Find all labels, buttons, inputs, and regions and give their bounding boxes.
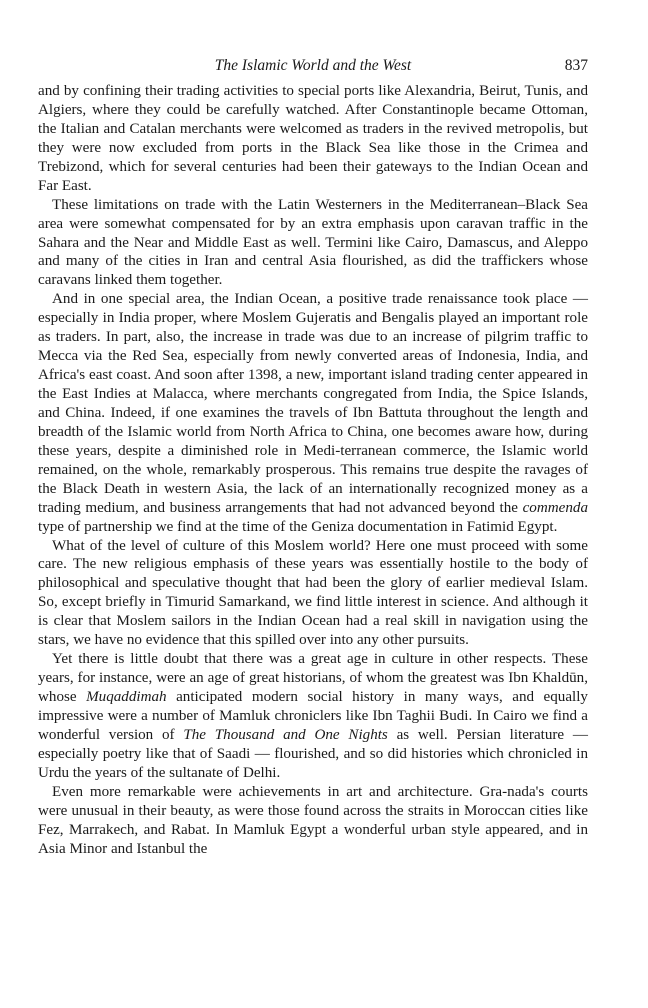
paragraph-5-italic-title-2: The Thousand and One Nights [183,726,388,743]
paragraph-5 [38,650,588,783]
paragraph-4-text: What of the level of culture of this Moslem world? Here one must proceed with some care. The new religious emphasis of these years was essentially hostile to the body of philosophical and speculative thought that had been the glory of earlier medieval Islam. So, except briefly in Timurid Samarkand, we find little interest in science. And although it is clear that Moslem sailors in the Indian Ocean had a real skill in navigation using the stars, we have no evidence that this spilled over into any other pursuits. [38,537,588,649]
paragraph-3-text-b: type of partnership we find at the time of the Geniza documentation in Fatimid Egypt. [38,518,558,535]
paragraph-4 [38,537,588,651]
paragraph-6-text: Even more remarkable were achievements in art and architecture. Gra-nada's courts were unusual in their beauty, as were those found across the straits in Moroccan cities like Fez, Marrakech, and Rabat. In Mamluk Egypt a wonderful urban style appeared, and in Asia Minor and Istanbul the [38,783,588,857]
paragraph-3-text-a: And in one special area, the Indian Ocean, a positive trade renaissance took place — especially in India proper, where Moslem Gujeratis and Bengalis played an important role as traders. In part, also, the increase in trade was due to an increase of pilgrim traffic to Mecca via the Red Sea, especially from newly converted areas of Indonesia, India, and Africa's east coast. And soon after 1398, a new, important island trading center appeared in the East Indies at Malacca, where merchants congregated from India, the Spice Islands, and China. Indeed, if one examines the travels of Ibn Battuta throughout the length and breadth of the Islamic world from North Africa to China, one becomes aware how, during these years, despite a diminished role in Medi-terranean commerce, the Islamic world remained, on the whole, remarkably prosperous. This remains true despite the ravages of the Black Death in western Asia, the lack of an internationally recognized money as a trading medium, and business arrangements that had not advanced beyond the [38,291,588,516]
paragraph-2-text: These limitations on trade with the Latin Westerners in the Mediterranean–Black Sea area were somewhat compensated for by an extra emphasis upon caravan traffic in the Sahara and the Near and Middle East as well. Termini like Cairo, Damascus, and Aleppo and many of the cities in Iran and central Asia flourished, as did the traffickers whose caravans linked them together. [38,196,588,289]
page-number: 837 [564,57,588,74]
paragraph-5-text-a: Yet there is little doubt that there was a great age in culture in other respects. These years, for instance, were an age of great historians, of whom the greatest was Ibn Khaldūn, whose [38,651,588,705]
body-text [38,82,588,858]
paragraph-5-text-b: anticipated modern social history in many ways, and equally impressive were a number of Mamluk chroniclers like Ibn Taghii Budi. In Cairo we find a wonderful version of [38,689,588,743]
running-title: The Islamic World and the West [214,57,412,74]
paragraph-1 [38,82,588,196]
paragraph-1-text: and by confining their trading activities to special ports like Alexandria, Beirut, Tunis, and Algiers, where they could be carefully watched. After Constantinople became Ottoman, the Italian and Catalan merchants were welcomed as traders in the revived metropolis, but they were now excluded from ports in the Black Sea like those in the Crimea and Trebizond, which for several centuries had been their gateways to the Indian Ocean and Far East. [38,83,588,194]
paragraph-5-text-c: as well. Persian literature — especially poetry like that of Saadi — flourished, and so did histories which chronicled in Urdu the years of the sultanate of Delhi. [38,726,588,781]
paragraph-5-italic-title-1: Muqaddimah [86,689,167,705]
running-head [38,56,588,76]
paragraph-3-italic-term: commenda [522,499,588,516]
paragraph-3 [38,290,588,536]
paragraph-6 [38,783,588,859]
paragraph-2 [38,196,588,291]
